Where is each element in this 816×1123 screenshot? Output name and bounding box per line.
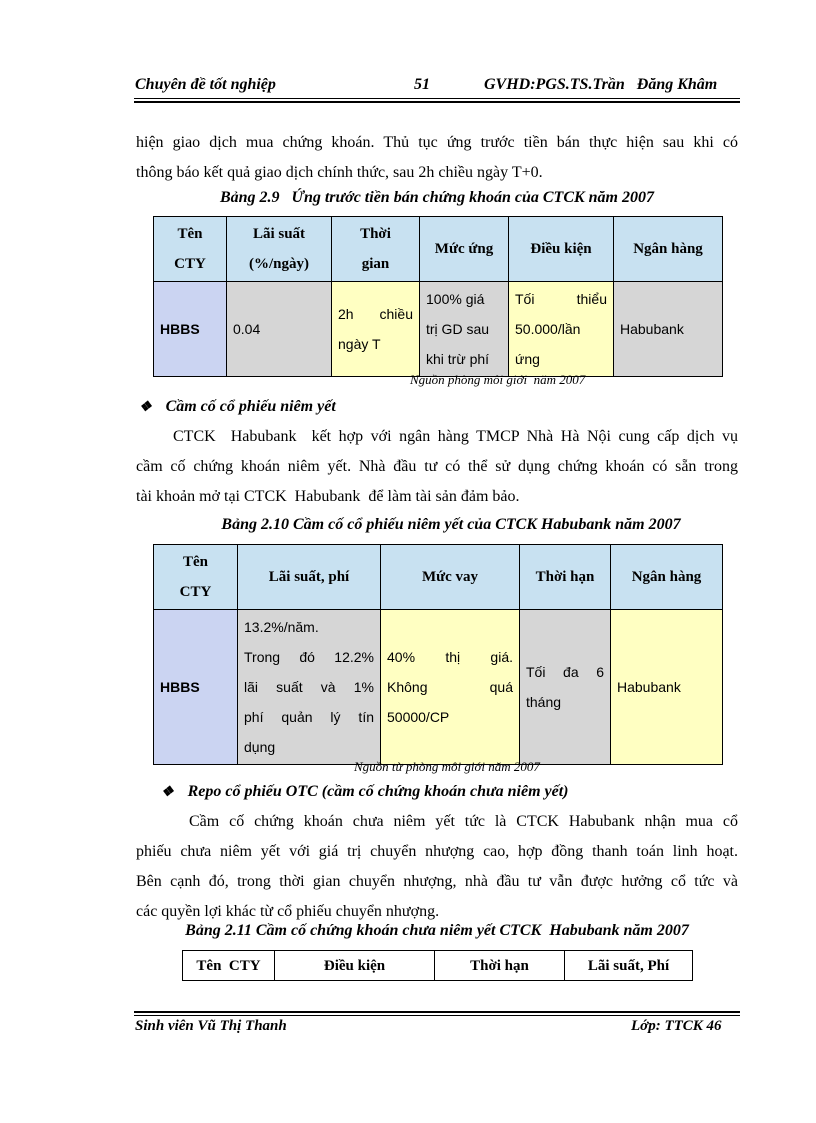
cell-term: Tối đa 6 tháng [520, 610, 611, 765]
table-row [154, 282, 723, 377]
footer-rule [134, 1015, 740, 1016]
th-condition: Điều kiện [509, 217, 614, 282]
intro-line-1: hiện giao dịch mua chứng khoán. Thủ tục ứng trước tiền bán thực hiện sau khi có [136, 134, 738, 151]
section-heading-otc-repo [161, 783, 569, 801]
table-2-11 [182, 950, 693, 981]
table-row [154, 610, 723, 765]
cell-company: HBBS [154, 282, 227, 377]
section-title: Repo cổ phiếu OTC (cầm cố chứng khoán chưa niêm yết) [187, 783, 569, 800]
th-bank: Ngân hàng [614, 217, 723, 282]
footer-student: Sinh viên Vũ Thị Thanh [135, 1018, 287, 1034]
cell-bank: Habubank [611, 610, 723, 765]
section-title: Cầm cố cổ phiếu niêm yết [165, 398, 336, 415]
header-rule [134, 98, 740, 99]
header-page-number: 51 [414, 76, 430, 93]
table-2-10-header-row [154, 545, 723, 610]
section-2-line-1: Cầm cố chứng khoán chưa niêm yết tức là CTCK Habubank nhận mua cổ [189, 813, 738, 830]
table-2-9-header-row [154, 217, 723, 282]
th-rate-fee: Lãi suất, phí [238, 545, 381, 610]
table-2-9-caption: Bảng 2.9 Ứng trước tiền bán chứng khoán của CTCK năm 2007 [219, 189, 654, 206]
section-heading-listed-pledge [139, 398, 336, 416]
table-2-10 [153, 544, 723, 765]
table-2-9-source: Nguồn phòng môi giới năm 2007 [410, 372, 586, 387]
table-2-10-caption: Bảng 2.10 Cầm cố cổ phiếu niêm yết của CTCK Habubank năm 2007 [221, 516, 681, 533]
section-1-line-1: CTCK Habubank kết hợp với ngân hàng TMCP Nhà Hà Nội cung cấp dịch vụ [173, 428, 738, 445]
table-2-11-caption: Bảng 2.11 Cầm cố chứng khoán chưa niêm yết CTCK Habubank năm 2007 [185, 922, 689, 939]
diamond-bullet-icon: ❖ [161, 785, 174, 800]
section-2-paragraph [136, 807, 738, 927]
cell-rate-fee: 13.2%/năm. Trong đó 12.2% lãi suất và 1% phí quản lý tín dụng [238, 610, 381, 765]
cell-loan: 40% thị giá. Không quá 50000/CP [381, 610, 520, 765]
th-bank: Ngân hàng [611, 545, 723, 610]
th-company: Tên CTY [183, 951, 275, 981]
th-rate-fee: Lãi suất, Phí [565, 951, 693, 981]
th-company: Tên CTY [154, 545, 238, 610]
cell-condition: Tối thiểu 50.000/lần ứng [509, 282, 614, 377]
cell-time: 2h chiều ngày T [332, 282, 420, 377]
cell-bank: Habubank [614, 282, 723, 377]
section-1-line-3: tài khoản mở tại CTCK Habubank để làm tài sản đảm bảo. [136, 488, 520, 505]
table-2-11-header-row [183, 951, 693, 981]
th-condition: Điều kiện [275, 951, 435, 981]
table-2-9 [153, 216, 723, 377]
th-time: Thời gian [332, 217, 420, 282]
intro-line-2: thông báo kết quả giao dịch chính thức, sau 2h chiều ngày T+0. [136, 164, 543, 181]
section-2-line-4: các quyền lợi khác từ cổ phiếu chuyển nhượng. [136, 903, 440, 920]
intro-paragraph [136, 128, 738, 188]
th-rate: Lãi suất (%/ngày) [227, 217, 332, 282]
header-rule-thick [134, 101, 740, 103]
cell-company: HBBS [154, 610, 238, 765]
th-level: Mức ứng [420, 217, 509, 282]
th-term: Thời hạn [520, 545, 611, 610]
cell-rate: 0.04 [227, 282, 332, 377]
header-supervisor: GVHD:PGS.TS.Trần Đăng Khâm [484, 76, 718, 93]
th-term: Thời hạn [435, 951, 565, 981]
footer-class: Lớp: TTCK 46 [631, 1018, 722, 1034]
table-2-10-source: Nguồn từ phòng môi giới năm 2007 [354, 759, 540, 774]
footer-rule-thick [134, 1011, 740, 1013]
th-loan: Mức vay [381, 545, 520, 610]
header-document-title: Chuyên đề tốt nghiệp [135, 76, 276, 93]
diamond-bullet-icon: ❖ [139, 400, 152, 415]
section-2-line-3: Bên cạnh đó, trong thời gian chuyển nhượng, nhà đầu tư vẫn được hưởng cổ tức và [136, 873, 738, 890]
cell-level: 100% giá trị GD sau khi trừ phí [420, 282, 509, 377]
section-1-line-2: cầm cố chứng khoán niêm yết. Nhà đầu tư có thể sử dụng chứng khoán có sẵn trong [136, 458, 738, 475]
th-company: Tên CTY [154, 217, 227, 282]
section-1-paragraph [136, 422, 738, 512]
section-2-line-2: phiếu chưa niêm yết với giá trị chuyển nhượng cao, hợp đồng thanh toán linh hoạt. [136, 843, 738, 860]
